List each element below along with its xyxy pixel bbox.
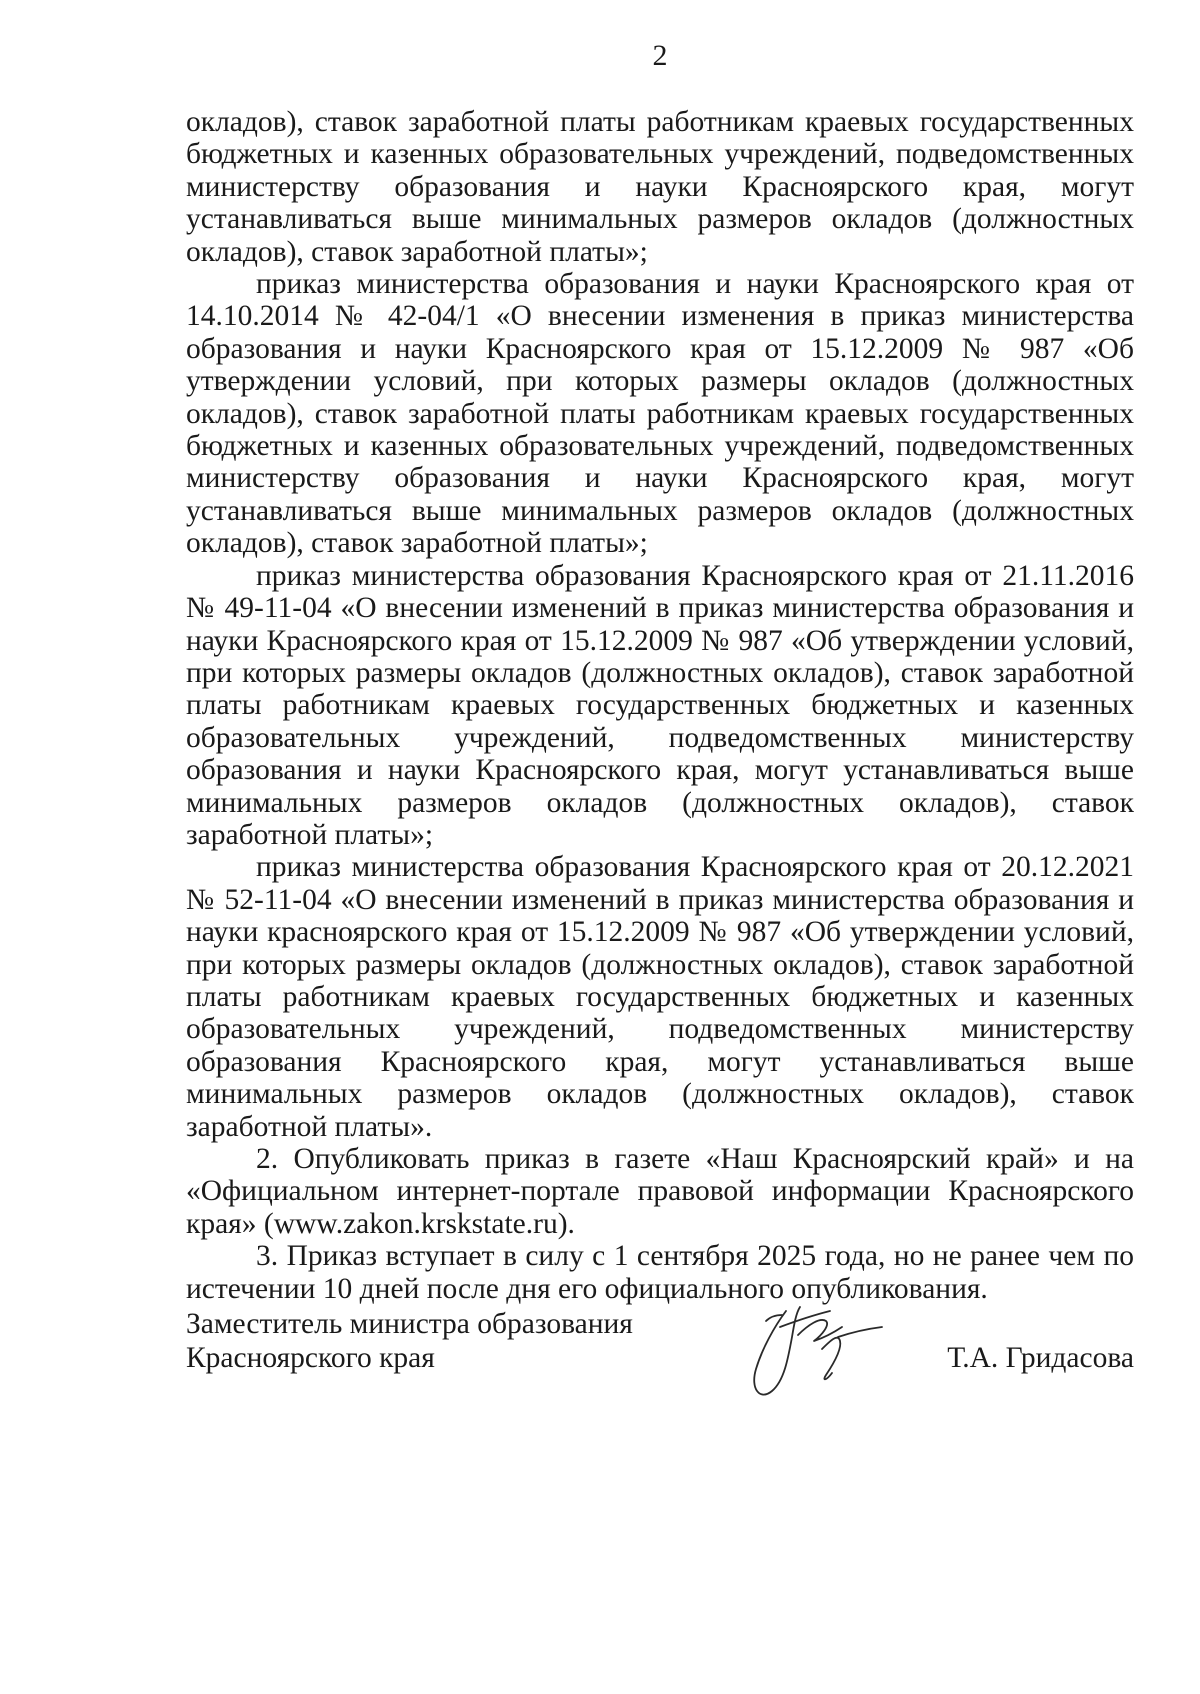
paragraph-item-3-effective: 3. Приказ вступает в силу с 1 сентября 2025 года, но не ранее чем по истечении 10 дней после дня его официального опубликования.	[186, 1240, 1134, 1305]
paragraph-order-2016: приказ министерства образования Красноярского края от 21.11.2016 № 49-11-04 «О внесении изменений в приказ министерства образования и науки Красноярского края от 15.12.2009 № 987 «Об утверждении условий, при которых размеры окладов (должностных окладов), ставок заработной платы работникам краевых государственных бюджетных и казенных образовательных учреждений, подведомственных министерству образования и науки Красноярского края, могут устанавливаться выше минимальных размеров окладов (должностных окладов), ставок заработной платы»;	[186, 559, 1134, 851]
signature-stroke	[822, 1338, 840, 1380]
paragraph-item-2-publish: 2. Опубликовать приказ в газете «Наш Красноярский край» и на «Официальном интернет-портале правовой информации Красноярского края» (www.zakon.krskstate.ru).	[186, 1143, 1134, 1240]
signature-stroke	[780, 1311, 830, 1327]
paragraph-continuation: окладов), ставок заработной платы работникам краевых государственных бюджетных и казенных образовательных учреждений, подведомственных министерству образования и науки Красноярского края, могут устанавливаться выше минимальных размеров окладов (должностных окладов), ставок заработной платы»;	[186, 106, 1134, 268]
page-number: 2	[652, 39, 668, 72]
signatory-position-line-2: Красноярского края	[186, 1342, 435, 1374]
paragraph-order-2014: приказ министерства образования и науки Красноярского края от 14.10.2014 № 42-04/1 «О внесении изменения в приказ министерства образования и науки Красноярского края от 15.12.2009 № 987 «Об утверждении условий, при которых размеры окладов (должностных окладов), ставок заработной платы работникам краевых государственных бюджетных и казенных образовательных учреждений, подведомственных министерству образования и науки Красноярского края, могут устанавливаться выше минимальных размеров окладов (должностных окладов), ставок заработной платы»;	[186, 268, 1134, 560]
paragraph-order-2021: приказ министерства образования Красноярского края от 20.12.2021 № 52-11-04 «О внесении изменений в приказ министерства образования и науки красноярского края от 15.12.2009 № 987 «Об утверждении условий, при которых размеры окладов (должностных окладов), ставок заработной платы работникам краевых государственных бюджетных и казенных образовательных учреждений, подведомственных министерству образования Красноярского края, могут устанавливаться выше минимальных размеров окладов (должностных окладов), ставок заработной платы».	[186, 851, 1134, 1143]
signatory-name: Т.А. Гридасова	[947, 1342, 1134, 1374]
signature-block	[186, 1307, 1134, 1427]
document-body	[186, 106, 1134, 1305]
signatory-position	[186, 1307, 706, 1375]
handwritten-signature	[726, 1297, 896, 1407]
signature-stroke	[838, 1327, 882, 1337]
signature-stroke	[754, 1307, 800, 1395]
signatory-position-line-1: Заместитель министра образования	[186, 1308, 633, 1340]
